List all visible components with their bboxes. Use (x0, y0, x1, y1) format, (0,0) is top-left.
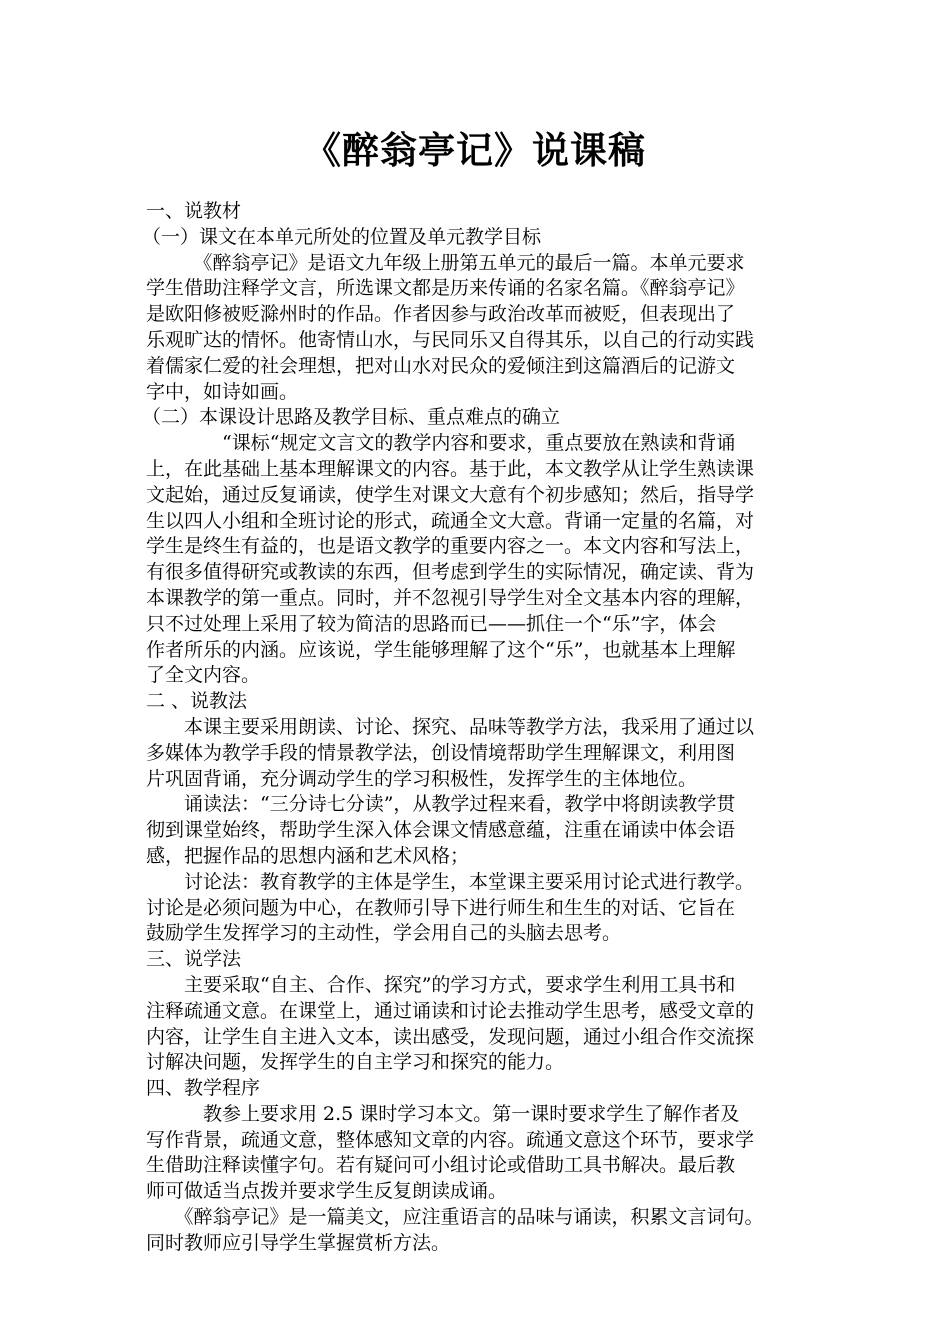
paragraph-line: 字中，如诗如画。 (146, 380, 299, 403)
section-heading-2: 二 、说教法 (146, 690, 248, 713)
paragraph-line: 作者所乐的内涵。应该说，学生能够理解了这个“乐”，也就基本上理解 (146, 638, 736, 661)
paragraph-line: 是欧阳修被贬滁州时的作品。作者因参与政治改革而被贬，但表现出了 (146, 303, 736, 326)
paragraph-line: 多媒体为教学手段的情景教学法，创设情境帮助学生理解课文，利用图 (146, 741, 736, 764)
paragraph-line: 《醉翁亭记》是语文九年级上册第五单元的最后一篇。本单元要求 (146, 251, 745, 274)
paragraph-line: 文起始，通过反复诵读，使学生对课文大意有个初步感知；然后，指导学 (146, 483, 755, 506)
paragraph-line: 本课教学的第一重点。同时，并不忽视引导学生对全文基本内容的理解， (146, 586, 755, 609)
paragraph-line: 同时教师应引导学生掌握赏析方法。 (146, 1231, 451, 1254)
document-body (142, 199, 818, 1257)
paragraph-line: 着儒家仁爱的社会理想，把对山水对民众的爱倾注到这篇酒后的记游文 (146, 354, 736, 377)
subsection-heading-1-1: （一）课文在本单元所处的位置及单元教学目标 (142, 225, 542, 248)
paragraph-line: 讨论是必须问题为中心，在教师引导下进行师生和生生的对话、它旨在 (146, 896, 736, 919)
paragraph-line: 生以四人小组和全班讨论的形式，疏通全文大意。背诵一定量的名篇，对 (146, 509, 755, 532)
paragraph-line: 写作背景，疏通文意，整体感知文章的内容。疏通文意这个环节，要求学 (146, 1128, 755, 1151)
section-heading-3: 三、说学法 (146, 948, 242, 971)
paragraph-line: 了全文内容。 (146, 664, 261, 687)
paragraph-line: 讨解决问题，发挥学生的自主学习和探究的能力。 (146, 1051, 565, 1074)
paragraph-line: 教参上要求用 2.5 课时学习本文。第一课时要求学生了解作者及 (146, 1102, 740, 1125)
paragraph-line: 有很多值得研究或教读的东西，但考虑到学生的实际情况，确定读、背为 (146, 561, 755, 584)
paragraph-line: 师可做适当点拨并要求学生反复朗读成诵。 (146, 1180, 508, 1203)
section-heading-4: 四、教学程序 (146, 1077, 261, 1100)
paragraph-line: 乐观旷达的情怀。他寄情山水，与民同乐又自得其乐，以自己的行动实践 (146, 328, 755, 351)
paragraph-line: 生借助注释读懂字句。若有疑问可小组讨论或借助工具书解决。最后教 (146, 1154, 736, 1177)
paragraph-line: 只不过处理上采用了较为简洁的思路而已——抓住一个“乐”字，体会 (146, 612, 717, 635)
paragraph-line: 主要采取“自主、合作、探究”的学习方式，要求学生利用工具书和 (146, 973, 736, 996)
paragraph-line: 《醉翁亭记》是一篇美文，应注重语言的品味与诵读，积累文言词句。 (146, 1206, 764, 1229)
section-heading-1: 一、说教材 (146, 200, 242, 222)
paragraph-line: 讨论法：教育教学的主体是学生，本堂课主要采用讨论式进行教学。 (146, 870, 755, 893)
paragraph-line: 感，把握作品的思想内涵和艺术风格； (146, 844, 470, 867)
paragraph-line: 学生是终生有益的，也是语文教学的重要内容之一。本文内容和写法上， (146, 535, 755, 558)
paragraph-line: 本课主要采用朗读、讨论、探究、品味等教学方法，我采用了通过以 (146, 715, 755, 738)
document-title: 《醉翁亭记》说课稿 (304, 128, 646, 172)
paragraph-line: 注释疏通文意。在课堂上，通过诵读和讨论去推动学生思考，感受文章的 (146, 999, 755, 1022)
paragraph-line: 内容，让学生自主进入文本，读出感受，发现问题，通过小组合作交流探 (146, 1025, 755, 1048)
paragraph-line: 诵读法：“三分诗七分读”，从教学过程来看，教学中将朗读教学贯 (146, 793, 736, 816)
paragraph-line: 鼓励学生发挥学习的主动性，学会用自己的头脑去思考。 (146, 922, 622, 945)
subsection-heading-1-2: （二）本课设计思路及教学目标、重点难点的确立 (142, 406, 561, 429)
paragraph-line: 学生借助注释学文言，所选课文都是历来传诵的名家名篇。《醉翁亭记》 (146, 277, 745, 300)
paragraph-line: 彻到课堂始终，帮助学生深入体会课文情感意蕴，注重在诵读中体会语 (146, 819, 736, 842)
paragraph-line: “课标“规定文言文的教学内容和要求，重点要放在熟读和背诵 (146, 432, 736, 455)
paragraph-line: 上，在此基础上基本理解课文的内容。基于此，本文教学从让学生熟读课 (146, 457, 755, 480)
paragraph-line: 片巩固背诵，充分调动学生的学习积极性，发挥学生的主体地位。 (146, 767, 698, 790)
